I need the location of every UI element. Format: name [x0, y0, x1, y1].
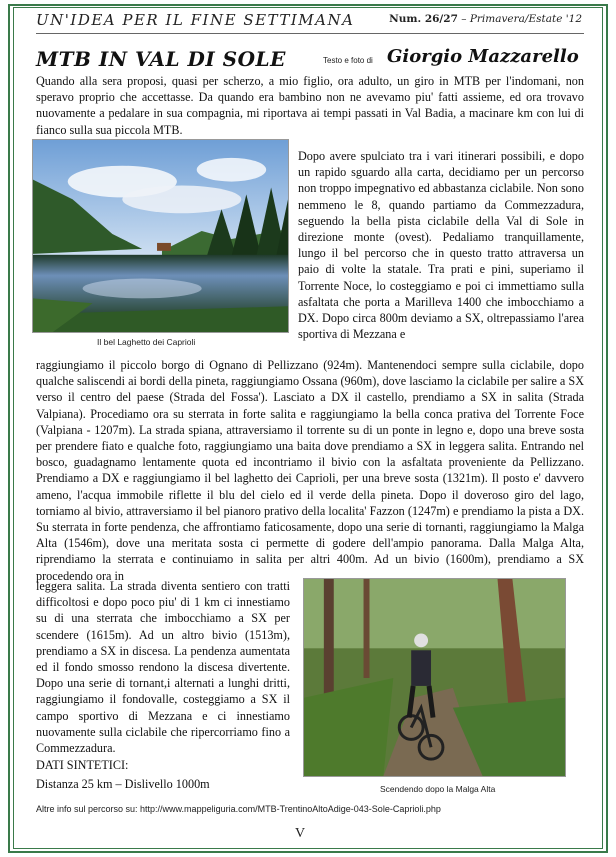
header-divider	[36, 33, 584, 34]
more-info-link[interactable]: Altre info sul percorso su: http://www.mappeliguria.com/MTB-TrentinoAltoAdige-043-Sole-Caprioli.php	[36, 804, 441, 814]
article-title: MTB IN VAL DI SOLE	[36, 47, 286, 71]
summary-values: Distanza 25 km – Dislivello 1000m	[36, 777, 210, 791]
right-column-text: Dopo avere spulciato tra i vari itinerari possibili, e dopo un rapido sguardo alla carta, decidiamo per un percorso non troppo impegnativo ed abbastanza ciclabile. Non sono nemmeno le 8, quando partiamo da Commezzadura, seguendo la bella pista ciclabile della Val di Sole in direzione monte (ovest). Pedaliamo tranquillamente, lungo il bel percorso che in questo tratto attraversa un paio di volte la statale. Tra prati e pini, superiamo il Torrente Noce, lo costeggiamo e poi ci immettiamo sulla asfaltata che porta a Marilleva 1400 che imbocchiamo a DX. Dopo circa 800m deviamo a SX, oltrepassiamo l'area sportiva di Mezzana e	[298, 149, 584, 342]
magazine-title: UN'IDEA PER IL FINE SETTIMANA	[36, 11, 355, 29]
cyclist-photo	[303, 578, 566, 777]
summary-title: DATI SINTETICI:	[36, 758, 129, 772]
issue-info	[389, 13, 582, 25]
byline-label: Testo e foto di	[323, 56, 373, 65]
byline-author: Giorgio Mazzarello	[387, 46, 579, 67]
page-header	[36, 8, 584, 34]
lake-photo-caption: Il bel Laghetto dei Caprioli	[97, 337, 196, 347]
intro-paragraph: Quando alla sera proposi, quasi per scherzo, a mio figlio, ora adulto, un giro in MTB per l'indomani, non speravo proprio che accettasse. Da quando era bambino non ne avevamo piu' fatti assieme, ed ora trovavo nuovamente a pedalare in sua compagnia, mi riportava ai tempi passati in Val Badia, a macinare km con lui di fianco sulla sua piccola MTB.	[36, 74, 584, 137]
lake-photo	[32, 139, 289, 333]
left-column-text: leggera salita. La strada diventa sentiero con tratti difficoltosi e dopo poco piu' di 1 km ci innestiamo su di una sterrata che imbocchiamo a SX per scendere (1615m). Ad un altro bivio (1513m), prendiamo a SX in discesa. La pendenza aumentata ed il fondo smosso rendono la discesa divertente. Dopo una serie di tornant,i alternati a lunghi dritti, raggiungiamo il fondovalle, costeggiamo a SX il campo sportivo di Mezzana e ci innestiamo nuovamente sulla ciclabile che ripercorriamo fino a Commezzadura.	[36, 579, 290, 756]
issue-number: Num. 26/27	[389, 13, 458, 25]
cyclist-photo-caption: Scendendo dopo la Malga Alta	[380, 784, 496, 794]
page-number: V	[294, 826, 306, 841]
issue-season: – Primavera/Estate '12	[461, 13, 582, 25]
summary-data	[36, 756, 210, 794]
main-body-text: raggiungiamo il piccolo borgo di Ognano di Pellizzano (924m). Mantenendoci sempre sulla ciclabile, dopo qualche saliscendi ai bordi della pineta, raggiungiamo Ossana (960m), dove lasciamo la ciclabile per salire a SX verso il centro del paese (Strada del Fossa'). Lasciato a DX il castello, prendiamo a SX in salita (Strada Valpiana). Procediamo ora su sterrata in forte salita e raggiungiamo la bella conca prativa del Torrente Foce (Valpiana - 1207m). La strada spiana, attraversiamo il torrente su di un ponte in legno e, dopo una breve sosta per prendere fiato e qualche foto, raggiungiamo una baita dove prendiamo a SX in leggera salita. Entrando nel bosco, guadagnamo lentamente quota ed incontriamo il bivio con la asfaltata proveniente da Pellizzano. Prendiamo a DX e raggiungiamo il bel laghetto dei Caprioli, per una breve sosta (1321m). Il posto e' davvero ameno, l'acqua immobile riflette il blu del cielo ed il verde della pineta. Dopo il doveroso giro del lago, torniamo al bivio, attraversiamo il bel pianoro prativo della localita' Fazzon (1247m) e prendiamo la pista a DX. Su sterrata in forte pendenza, che affrontiamo faticosamente, dopo una serie di tornanti, raggiungiamo la Malga Alta (1546m), dove una meritata sosta ci permette di godere dell'ampio panorama. Dalla Malga Alta, riprendiamo la sterrata e continuiamo in salita per altri 400m. Ad un bivio (1600m), prendiamo a SX procedendo ora in	[36, 358, 584, 583]
